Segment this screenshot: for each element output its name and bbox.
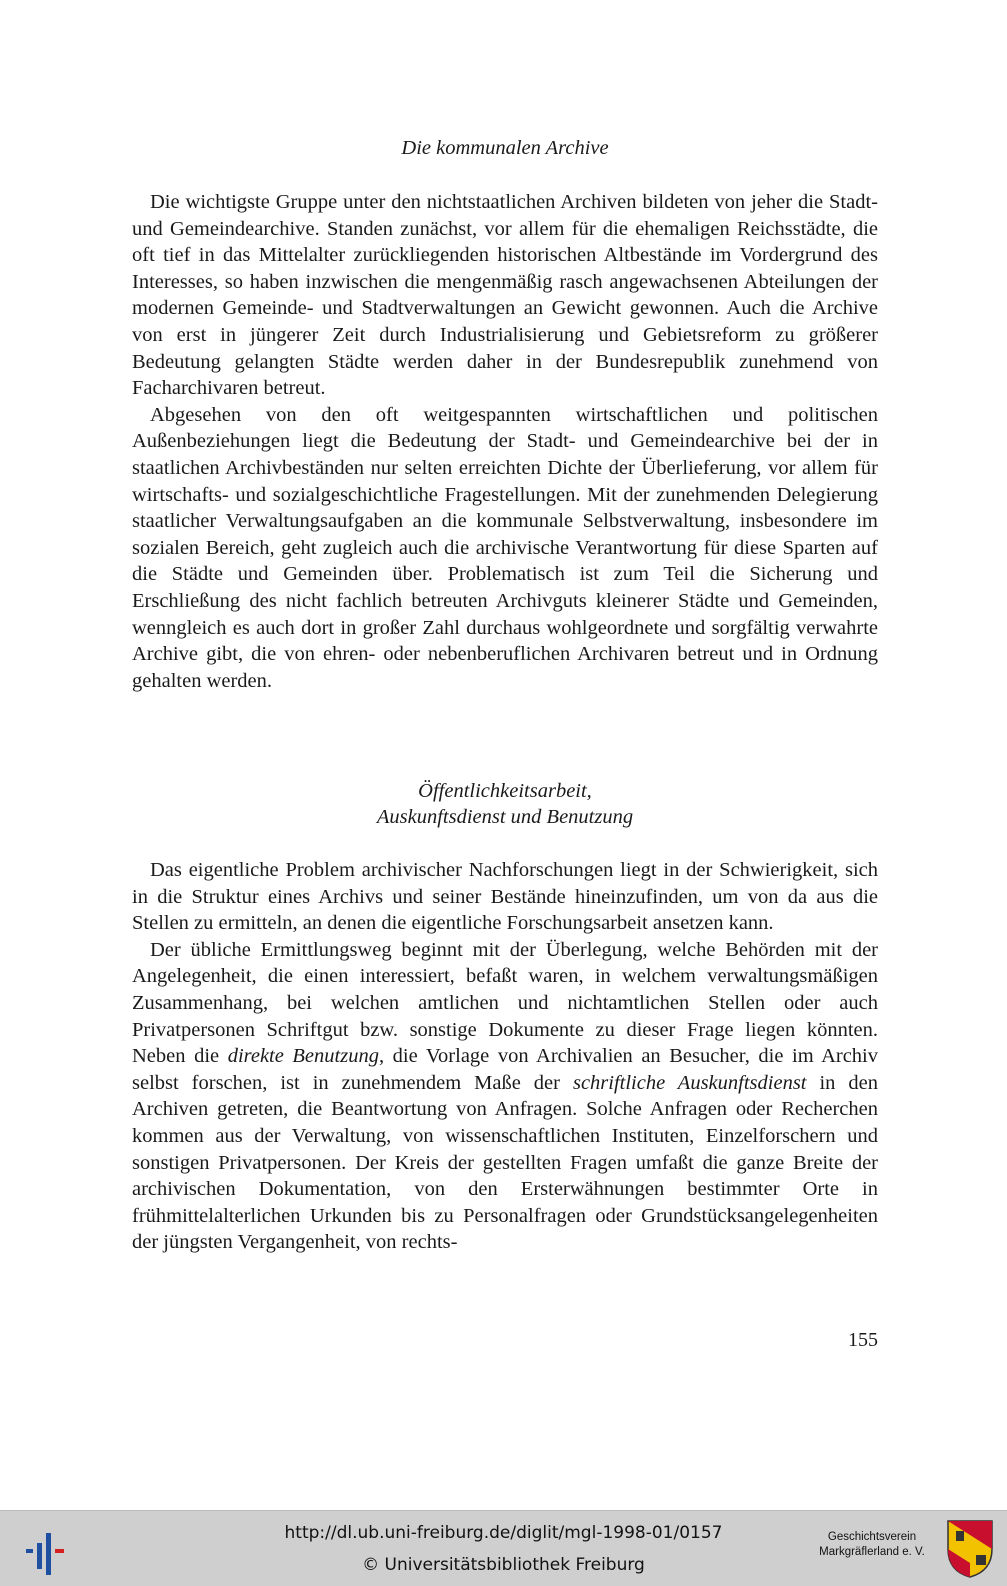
text-run: , die Vorlage von Archivalien an Besucher, die im Archiv selbst forschen, ist in zunehmendem Maße der	[132, 1045, 878, 1094]
paragraph: Die wichtigste Gruppe unter den nichtstaatlichen Archiven bildeten von jeher die Stadt- und Gemeindearchive. Standen zunächst, vor allem für die ehemaligen Reichsstädte, die oft tief in das Mittelalter zurückliegenden historischen Altbestände im Vordergrund des Interesses, so haben inzwischen die mengenmäßig rasch angewachsenen Abteilungen der modernen Gemeinde- und Stadtverwaltungen an Gewicht gewonnen. Auch die Archive von erst in jüngerer Zeit durch Industrialisierung und Gebietsreform zu größerer Bedeutung gelangten Städte werden daher in der Bundesrepublik zunehmend von Facharchivaren betreut.	[132, 191, 878, 400]
emphasis: schriftliche Auskunftsdienst	[572, 1071, 807, 1094]
section-body	[132, 189, 878, 694]
paragraph	[132, 937, 878, 1256]
page-number: 155	[848, 1329, 878, 1351]
copyright-text: © Universitätsbibliothek Freiburg	[362, 1555, 645, 1575]
organization-name	[812, 1530, 932, 1560]
section-heading: Die kommunalen Archive	[401, 137, 609, 159]
org-line: Geschichtsverein	[827, 1531, 917, 1543]
section-heading	[132, 778, 878, 830]
paragraph: Abgesehen von den oft weitgespannten wirtschaftlichen und politischen Außenbeziehungen liegt die Bedeutung der Stadt- und Gemeindearchive bei der in staatlichen Archivbeständen nur selten erreichten Dichte der Überlieferung, vor allem für wirtschafts- und sozialgeschichtliche Fragestellungen. Mit der zunehmenden Delegierung staatlicher Verwaltungsaufgaben an die kommunale Selbstverwaltung, insbesondere im sozialen Bereich, geht zugleich auch die archivische Verantwortung für diese Sparten auf die Städte und Gemeinden über. Problematisch ist zum Teil die Sicherung und Erschließung des nicht fachlich betreuten Archivguts kleinerer Städte und Gemeinden, wenngleich es auch dort in großer Zahl durchaus wohlgeordnete und sorgfältig verwahrte Archive gibt, die von ehren- oder nebenberuflichen Archivaren betreut und in Ordnung gehalten werden.	[132, 403, 878, 692]
text-run: in den Archiven getreten, die Beantwortung von Anfragen. Solche Anfragen oder Recherchen kommen aus der Verwaltung, von wissenschaftlichen Instituten, Einzelforschern und sonstigen Privatpersonen. Der Kreis der gestellten Fragen umfaßt die ganze Breite der archivischen Dokumentation, von den Ersterwähnungen bestimmter Orte in frühmittelalterlichen Urkunden bis zu Personalfragen oder Grundstücksangelegenheiten der jüngsten Vergangenheit, von rechts-	[132, 1071, 879, 1254]
heading-line: Auskunftsdienst und Benutzung	[376, 806, 634, 828]
coat-of-arms-icon	[946, 1519, 994, 1579]
paragraph: Das eigentliche Problem archivischer Nachforschungen liegt in der Schwierigkeit, sich in die Struktur eines Archivs und seiner Bestände hineinzufinden, um von da aus die Stellen zu ermitteln, an denen die eigentliche Forschungsarbeit ansetzen kann.	[132, 859, 878, 935]
heading-line: Öffentlichkeitsarbeit,	[418, 780, 592, 802]
emphasis: direkte Benutzung	[227, 1045, 379, 1068]
org-line: Markgräflerland e. V.	[819, 1546, 925, 1558]
permalink-link[interactable]: http://dl.ub.uni-freiburg.de/diglit/mgl-1998-01/0157	[284, 1523, 723, 1543]
text-run: Der übliche Ermittlungsweg beginnt mit der Überlegung, welche Behörden mit der Angelegenheit, die einen interessiert, befaßt waren, in welchem verwaltungsmäßigen Zusammenhang, bei welchen amtlichen und nichtamtlichen Stellen oder auch Privatpersonen Schriftgut bzw. sonstige Dokumente zu dieser Frage liegen könnten. Neben die	[132, 938, 878, 1068]
footer-bar	[0, 1510, 1007, 1586]
section-body	[132, 857, 878, 1256]
